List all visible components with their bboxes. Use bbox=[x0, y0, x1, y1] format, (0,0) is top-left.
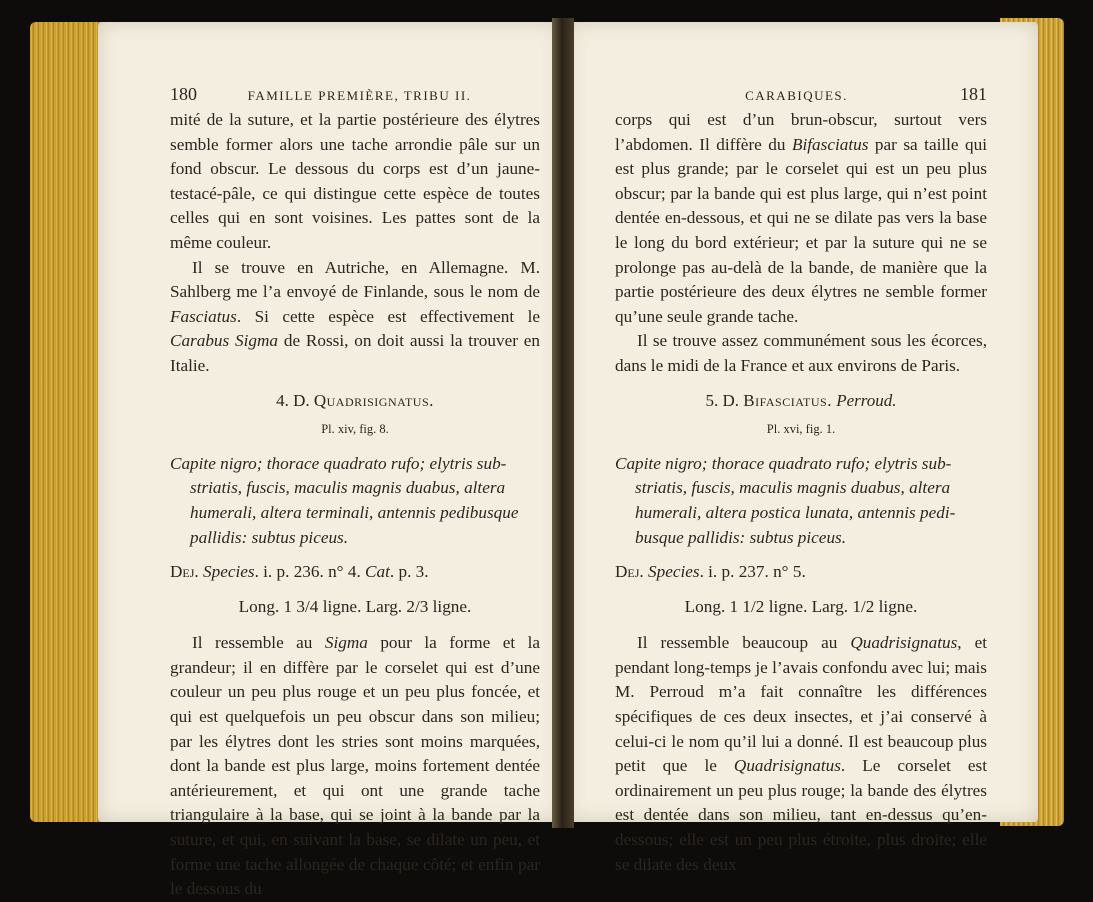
bibliographic-reference: Dej. Species. i. p. 237. n° 5. bbox=[615, 562, 806, 582]
bibliographic-reference: Dej. Species. i. p. 236. n° 4. Cat. p. 3. bbox=[170, 562, 429, 582]
paragraph: Il ressemble beaucoup au Quadrisignatus, et pendant long-temps je l’avais confondu avec lui; mais M. Perroud m’a fait connaître les différences spécifiques de ces deux insectes, et j’ai conservé à celui-ci le nom qu’il lui a donné. Il est beaucoup plus petit que le Quadrisignatus. Le corselet est ordinairement un peu plus rouge; la bande des élytres est dentée dans son milieu, tant en-dessus qu’en-dessous; elle est un peu plus étroite, plus droite; elle se dilate des deux bbox=[615, 633, 988, 874]
latin-diagnosis: Capite nigro; thorace quadrato rufo; elytris sub- striatis, fuscis, maculis magnis duabus, altera humerali, altera terminali, antennis pedibusque pallidis: subtus piceus. bbox=[170, 453, 519, 547]
page-number: 181 bbox=[959, 84, 987, 104]
right-page-text bbox=[615, 82, 987, 877]
page-number: 180 bbox=[170, 84, 197, 104]
measurements: Long. 1 3/4 ligne. Larg. 2/3 ligne. bbox=[238, 596, 472, 616]
running-head-title: CARABIQUES. bbox=[745, 88, 848, 103]
latin-diagnosis: Capite nigro; thorace quadrato rufo; elytris sub- striatis, fuscis, maculis magnis duabus, altera humerali, altera postica lunata, antennis pedi- busque pallidis: subtus piceus. bbox=[615, 453, 956, 547]
running-head-title: FAMILLE PREMIÈRE, TRIBU II. bbox=[247, 88, 472, 103]
paragraph: Il se trouve assez communément sous les écorces, dans le midi de la France et aux environs de Paris. bbox=[615, 331, 987, 375]
species-heading: 5. D. Bifasciatus. Perroud. bbox=[705, 390, 897, 410]
paragraph: corps qui est d’un brun-obscur, surtout vers l’abdomen. Il diffère du Bifasciatus par sa taille qui est plus grande; par le corselet qui est un peu plus obscur; par la bande qui est plus large, qui n’est point dentée en-dessous, et qui ne se dilate pas vers la base le long du bord extérieur; et par la suture qui ne se prolonge pas au-delà de la bande, de manière que la partie postérieure des deux élytres ne semble former qu’une seule grande tache. bbox=[615, 110, 987, 326]
plate-reference: Pl. xiv, fig. 8. bbox=[321, 422, 389, 437]
right-running-head bbox=[615, 82, 987, 106]
paragraph: Il ressemble au Sigma pour la forme et la grandeur; il en diffère par le corselet qui est d’une couleur un peu plus rouge et un peu plus foncée, et qui est quelquefois un peu obscur dans son milieu; par les élytres dont les stries sont moins marquées, dont la bande est plus large, moins fortement dentée antérieurement, et qui ont une grande tache triangulaire à la base, qui se joint à la bande par la suture, et qui, en suivant la base, se dilate un peu, et forme une tache allongée de chaque côté; et enfin par le dessous du bbox=[170, 633, 540, 899]
species-heading: 4. D. Quadrisignatus. bbox=[276, 390, 434, 410]
measurements: Long. 1 1/2 ligne. Larg. 1/2 ligne. bbox=[684, 596, 918, 616]
paragraph: mité de la suture, et la partie postérieure des élytres semble former alors une tache arrondie pâle sur un fond obscur. Le dessous du corps est d’un jaune-testacé-pâle, ce qui distingue cette espèce de toutes celles qui en sont voisines. Les pattes sont de la même couleur. bbox=[170, 110, 540, 252]
paragraph: Il se trouve en Autriche, en Allemagne. M. Sahlberg me l’a envoyé de Finlande, sous le nom de Fasciatus. Si cette espèce est effectivement le Carabus Sigma de Rossi, on doit aussi la trouver en Italie. bbox=[170, 257, 541, 375]
book-gutter bbox=[552, 18, 574, 828]
left-running-head bbox=[170, 82, 540, 106]
plate-reference: Pl. xvi, fig. 1. bbox=[766, 422, 836, 437]
left-page-text bbox=[170, 82, 540, 902]
